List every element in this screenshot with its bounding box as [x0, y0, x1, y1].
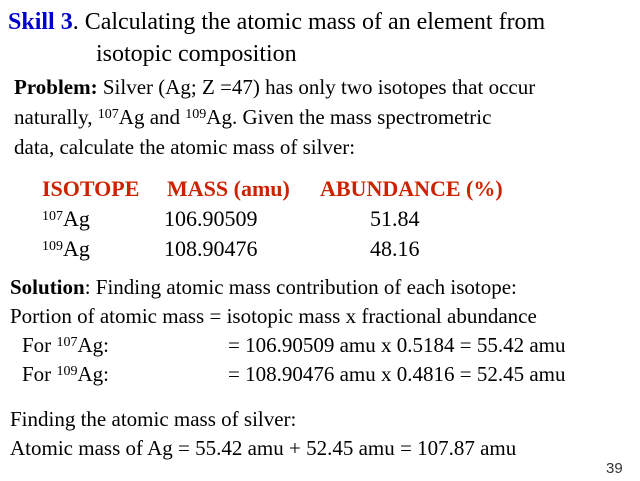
slide-number: 39 — [606, 460, 623, 477]
solution-for-109 — [22, 361, 109, 387]
isotope-2-mass-number: 109 — [185, 107, 207, 122]
solution-line-1 — [10, 274, 517, 300]
table-header-isotope: ISOTOPE — [42, 176, 140, 201]
mass-number: 109 — [42, 239, 63, 254]
problem-line-3: data, calculate the atomic mass of silver: — [14, 135, 356, 159]
problem-text-2a: naturally, — [14, 105, 98, 129]
problem-line-2 — [14, 104, 491, 130]
table-row-2-mass: 108.90476 — [164, 236, 258, 261]
mass-number: 107 — [56, 335, 78, 350]
solution-calc-109: = 108.90476 amu x 0.4816 = 52.45 amu — [228, 362, 566, 386]
problem-text-1: Silver (Ag; Z =47) has only two isotopes that occur — [97, 75, 536, 99]
table-row-1-isotope — [42, 206, 90, 232]
element-symbol: Ag: — [77, 362, 109, 386]
final-line-1: Finding the atomic mass of silver: — [10, 407, 297, 431]
table-row-2-isotope — [42, 236, 90, 262]
for-label: For — [22, 362, 57, 386]
slide-title-line-2: isotopic composition — [96, 41, 297, 67]
element-symbol: Ag — [118, 105, 145, 129]
title-text-1: . Calculating the atomic mass of an element from — [72, 9, 546, 35]
table-row-1-abundance: 51.84 — [370, 206, 420, 231]
for-label: For — [22, 333, 57, 357]
problem-text-2b: and — [144, 105, 186, 129]
problem-label: Problem: — [14, 75, 98, 99]
solution-calc-107: = 106.90509 amu x 0.5184 = 55.42 amu — [228, 333, 566, 357]
solution-line-2: Portion of atomic mass = isotopic mass x fractional abundance — [10, 304, 537, 328]
problem-line-1 — [14, 74, 535, 100]
element-symbol: Ag: — [77, 333, 109, 357]
table-header-mass: MASS (amu) — [167, 176, 290, 201]
solution-text-1: : Finding atomic mass contribution of each isotope: — [84, 275, 517, 299]
table-row-2-abundance: 48.16 — [370, 236, 420, 261]
isotope-1-mass-number: 107 — [97, 107, 119, 122]
problem-text-2c: . Given the mass spectrometric — [231, 105, 492, 129]
solution-for-107 — [22, 332, 109, 358]
skill-label: Skill 3 — [8, 9, 73, 35]
element-symbol: Ag — [63, 236, 90, 261]
table-row-1-mass: 106.90509 — [164, 206, 258, 231]
element-symbol: Ag — [63, 206, 90, 231]
element-symbol: Ag — [206, 105, 232, 129]
final-line-2: Atomic mass of Ag = 55.42 amu + 52.45 amu = 107.87 amu — [10, 436, 517, 460]
table-header-abundance: ABUNDANCE (%) — [320, 176, 503, 201]
mass-number: 107 — [42, 209, 63, 224]
mass-number: 109 — [56, 364, 78, 379]
slide-title-line-1 — [8, 8, 545, 36]
solution-label: Solution — [10, 275, 85, 299]
